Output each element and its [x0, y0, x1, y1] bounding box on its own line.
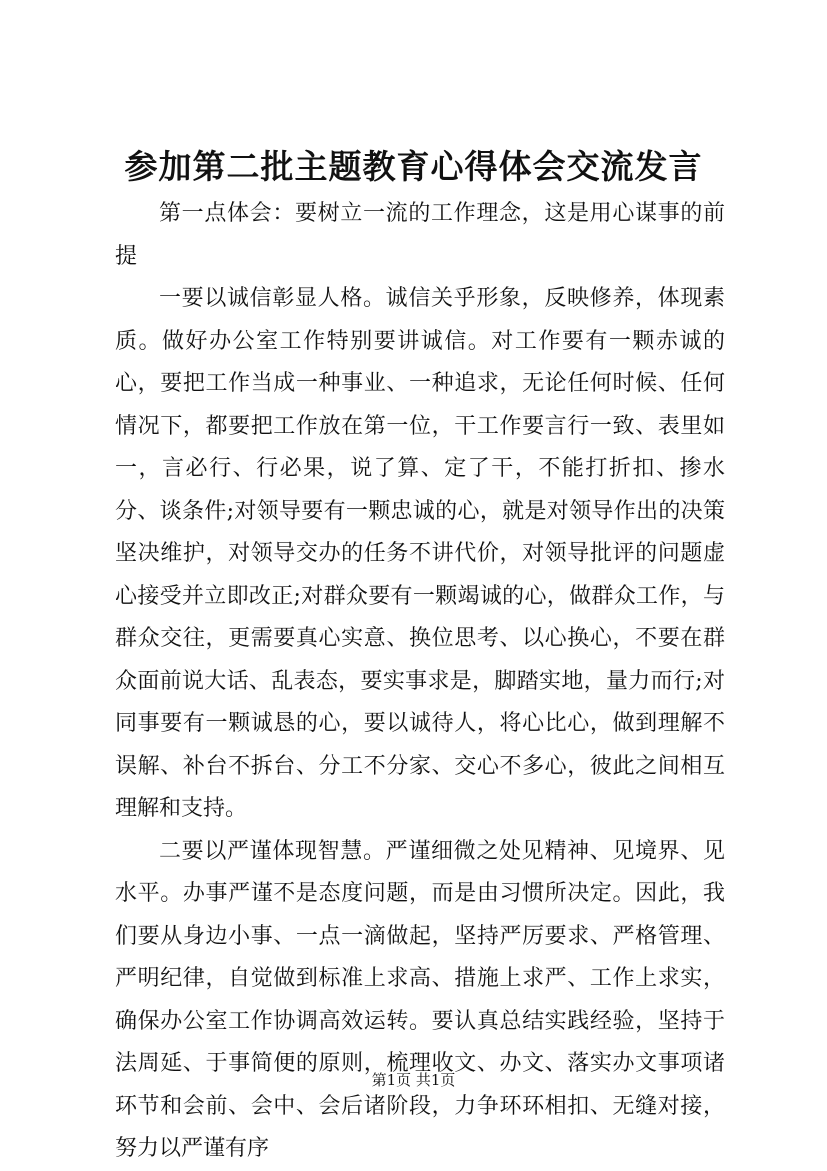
- page-footer: 第1页 共1页: [371, 1071, 456, 1089]
- paragraph-heading-point-one: 第一点体会：要树立一流的工作理念，这是用心谋事的前提: [115, 201, 725, 269]
- document-body: [115, 193, 725, 1171]
- document-title: 参加第二批主题教育心得体会交流发言: [124, 147, 703, 186]
- paragraph-rigor: 二要以严谨体现智慧。严谨细微之处见精神、见境界、见水平。办事严谨不是态度问题，而是由习惯所决定。因此，我们要从身边小事、一点一滴做起，坚持严厉要求、严格管理、严明纪律，自觉做到标准上求高、措施上求严、工作上求实，确保办公室工作协调高效运转。要认真总结实践经验，坚持于法周延、于事简便的原则，梳理收文、办文、落实办文事项诸环节和会前、会中、会后诸阶段，力争环环相扣、无缝对接，努力以严谨有序: [115, 838, 725, 1161]
- paragraph-integrity: 一要以诚信彰显人格。诚信关乎形象，反映修养，体现素质。做好办公室工作特别要讲诚信。对工作要有一颗赤诚的心，要把工作当成一种事业、一种追求，无论任何时候、任何情况下，都要把工作放在第一位，干工作要言行一致、表里如一，言必行、行必果，说了算、定了干，不能打折扣、掺水分、谈条件;对领导要有一颗忠诚的心，就是对领导作出的决策坚决维护，对领导交办的任务不讲代价，对领导批评的问题虚心接受并立即改正;对群众要有一颗竭诚的心，做群众工作，与群众交往，更需要真心实意、换位思考、以心换心，不要在群众面前说大话、乱表态，要实事求是，脚踏实地，量力而行;对同事要有一颗诚恳的心，要以诚待人，将心比心，做到理解不误解、补台不拆台、分工不分家、交心不多心，彼此之间相互理解和支持。: [115, 286, 725, 821]
